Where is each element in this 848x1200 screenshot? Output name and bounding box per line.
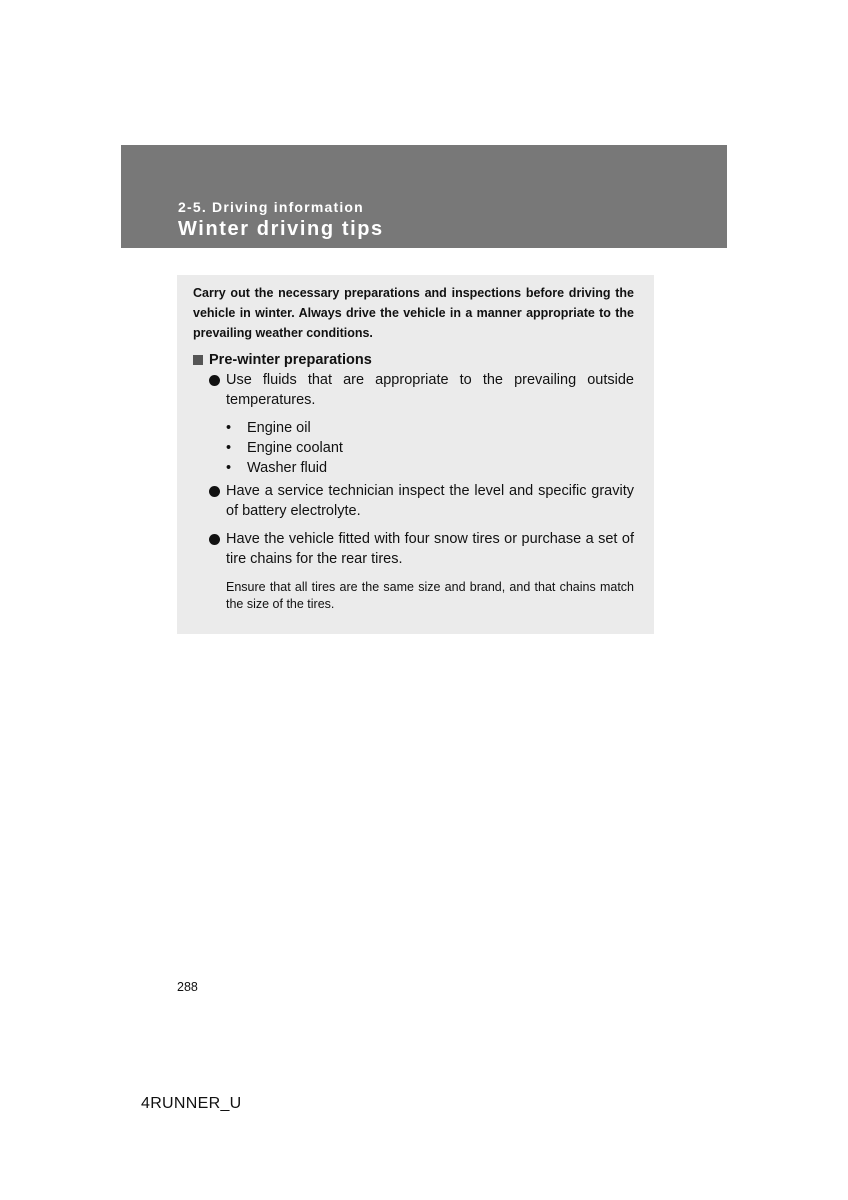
section-label: 2-5. Driving information bbox=[178, 199, 364, 215]
header-band bbox=[121, 145, 727, 248]
fluid-list-item bbox=[193, 438, 634, 458]
page-title: Winter driving tips bbox=[178, 218, 384, 240]
circle-bullet-icon bbox=[209, 375, 220, 386]
bullet-icon: • bbox=[226, 420, 232, 436]
square-bullet-icon bbox=[193, 355, 203, 365]
page-number: 288 bbox=[177, 980, 198, 994]
subheading-label: Pre-winter preparations bbox=[209, 352, 372, 368]
bullet-icon: • bbox=[226, 460, 232, 476]
list-item-text: Use fluids that are appropriate to the prevailing outside temperatures. bbox=[226, 372, 634, 408]
list-item-fluids bbox=[193, 370, 634, 410]
subheading bbox=[193, 350, 634, 370]
fluid-list bbox=[193, 418, 634, 478]
document-code: 4RUNNER_U bbox=[141, 1095, 242, 1112]
list-item-tires bbox=[193, 529, 634, 569]
circle-bullet-icon bbox=[209, 534, 220, 545]
fluid-label: Washer fluid bbox=[247, 460, 328, 476]
fluid-list-item bbox=[193, 418, 634, 438]
fluid-label: Engine oil bbox=[247, 420, 311, 436]
fluid-list-item bbox=[193, 458, 634, 478]
circle-bullet-icon bbox=[209, 486, 220, 497]
content-box bbox=[177, 275, 654, 634]
bullet-icon: • bbox=[226, 440, 232, 456]
tire-note: Ensure that all tires are the same size and brand, and that chains match the size of the tires. bbox=[226, 580, 634, 611]
list-item-battery bbox=[193, 481, 634, 521]
fluid-label: Engine coolant bbox=[247, 440, 343, 456]
intro-text: Carry out the necessary preparations and inspections before driving the vehicle in winter. Always drive the vehicle in a manner appropriate to the prevailing weather conditions. bbox=[193, 286, 634, 340]
list-item-text: Have a service technician inspect the level and specific gravity of battery electrolyte. bbox=[226, 483, 634, 519]
list-item-text: Have the vehicle fitted with four snow tires or purchase a set of tire chains for the rear tires. bbox=[226, 531, 634, 567]
